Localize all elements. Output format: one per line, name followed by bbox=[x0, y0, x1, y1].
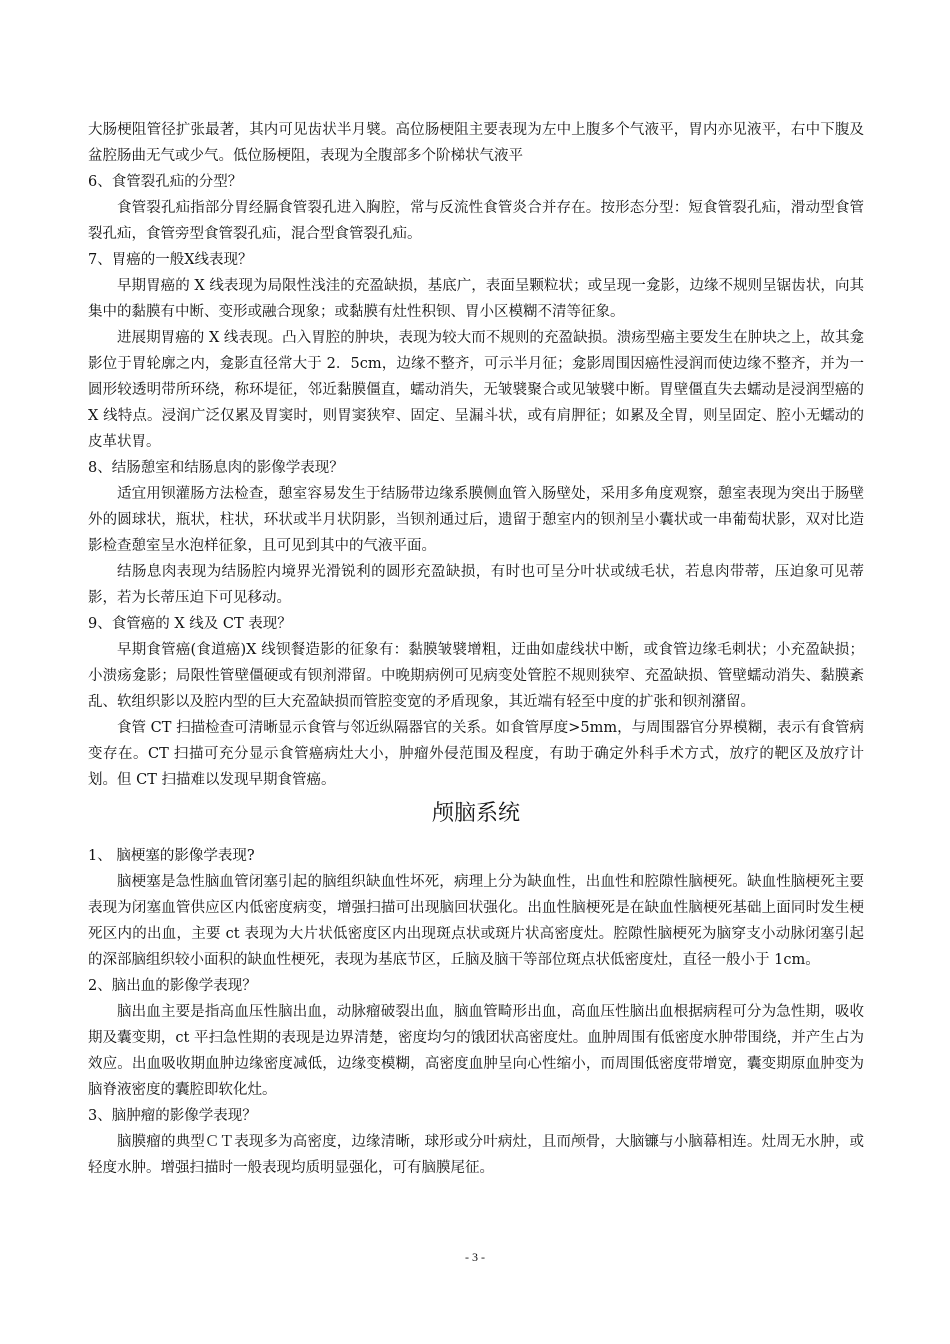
cranial-question-3-answer: 脑膜瘤的典型ＣＴ表现多为高密度，边缘清晰，球形或分叶病灶，且而颅骨，大脑镰与小脑幕相连。灶周无水肿，或轻度水肿。增强扫描时一般表现均质明显强化，可有脑膜尾征。 bbox=[88, 1134, 864, 1176]
question-8-heading: 8、结肠憩室和结肠息肉的影像学表现？ bbox=[88, 460, 344, 476]
question-7-heading: 7、胃癌的一般X线表现？ bbox=[88, 252, 253, 268]
question-6-heading: 6、食管裂孔疝的分型？ bbox=[88, 174, 243, 190]
question-8-answer-diverticulum: 适宜用钡灌肠方法检查，憩室容易发生于结肠带边缘系膜侧血管入肠壁处，采用多角度观察，憩室表现为突出于肠壁外的圆球状，瓶状，柱状，环状或半月状阴影，当钡剂通过后，遗留于憩室内的钡剂呈小囊状或一串葡萄状影，双对比造影检查憩室呈水泡样征象，且可见到其中的气液平面。 bbox=[88, 486, 864, 554]
question-7-answer-early: 早期胃癌的 X 线表现为局限性浅洼的充盈缺损，基底广，表面呈颗粒状；或呈现一龛影，边缘不规则呈锯齿状，向其集中的黏膜有中断、变形或融合现象；或黏膜有灶性积钡、胃小区模糊不清等征象。 bbox=[88, 278, 864, 320]
question-9-answer-xray: 早期食管癌(食道癌)X 线钡餐造影的征象有：黏膜皱襞增粗，迂曲如虚线状中断，或食管边缘毛刺状；小充盈缺损；小溃疡龛影；局限性管壁僵硬或有钡剂滞留。中晚期病例可见病变处管腔不规则狭窄、充盈缺损、管壁蠕动消失、黏膜紊乱、软组织影以及腔内型的巨大充盈缺损而管腔变宽的矛盾现象，其近端有轻至中度的扩张和钡剂潴留。 bbox=[88, 642, 864, 710]
section-title-cranial: 颅脑系统 bbox=[431, 801, 520, 826]
page-number: - 3 - bbox=[465, 1250, 485, 1264]
question-9-answer-ct: 食管 CT 扫描检查可清晰显示食管与邻近纵隔器官的关系。如食管厚度>5mm，与周围器官分界模糊，表示有食管病变存在。CT 扫描可充分显示食管癌病灶大小，肿瘤外侵范围及程度，有助于确定外科手术方式，放疗的靶区及放疗计划。但 CT 扫描难以发现早期食管癌。 bbox=[88, 720, 864, 788]
question-7-answer-advanced: 进展期胃癌的 X 线表现。凸入胃腔的肿块，表现为较大而不规则的充盈缺损。溃疡型癌主要发生在肿块之上，故其龛影位于胃轮廓之内，龛影直径常大于 2．5cm，边缘不整齐，可示半月征；龛影周围因癌性浸润而使边缘不整齐，并为一圆形较透明带所环绕，称环堤征，邻近黏膜僵直，蠕动消失，无皱襞聚合或见皱襞中断。胃壁僵直失去蠕动是浸润型癌的 X 线特点。浸润广泛仅累及胃窦时，则胃窦狭窄、固定、呈漏斗状，或有肩胛征；如累及全胃，则呈固定、腔小无蠕动的皮革状胃。 bbox=[88, 330, 864, 450]
cranial-question-2-heading: 2、脑出血的影像学表现？ bbox=[88, 978, 257, 994]
cranial-question-3-heading: 3、脑肿瘤的影像学表现？ bbox=[88, 1108, 257, 1124]
question-9-heading: 9、食管癌的 X 线及 CT 表现？ bbox=[88, 616, 292, 632]
cranial-question-1-answer: 脑梗塞是急性脑血管闭塞引起的脑组织缺血性坏死，病理上分为缺血性，出血性和腔隙性脑梗死。缺血性脑梗死主要表现为闭塞血管供应区内低密度病变，增强扫描可出现脑回状强化。出血性脑梗死是在缺血性脑梗死基础上面同时发生梗死区内的出血，主要 ct 表现为大片状低密度区内出现斑点状或斑片状高密度灶。腔隙性脑梗死为脑穿支小动脉闭塞引起的深部脑组织较小面积的缺血性梗死，表现为基底节区，丘脑及脑干等部位斑点状低密度灶，直径一般小于 1cm。 bbox=[88, 874, 864, 968]
question-8-answer-polyp: 结肠息肉表现为结肠腔内境界光滑锐利的圆形充盈缺损，有时也可呈分叶状或绒毛状，若息肉带蒂，压迫象可见蒂影，若为长蒂压迫下可见移动。 bbox=[88, 564, 864, 606]
intestinal-obstruction-paragraph: 大肠梗阻管径扩张最著，其内可见齿状半月襞。高位肠梗阻主要表现为左中上腹多个气液平，胃内亦见液平，右中下腹及盆腔肠曲无气或少气。低位肠梗阻，表现为全腹部多个阶梯状气液平 bbox=[88, 122, 864, 164]
question-6-answer: 食管裂孔疝指部分胃经膈食管裂孔进入胸腔，常与反流性食管炎合并存在。按形态分型：短食管裂孔疝，滑动型食管裂孔疝，食管旁型食管裂孔疝，混合型食管裂孔疝。 bbox=[88, 200, 864, 242]
cranial-question-2-answer: 脑出血主要是指高血压性脑出血，动脉瘤破裂出血，脑血管畸形出血，高血压性脑出血根据病程可分为急性期，吸收期及囊变期，ct 平扫急性期的表现是边界清楚，密度均匀的饿团状高密度灶。血肿周围有低密度水肿带围绕，并产生占为效应。出血吸收期血肿边缘密度减低，边缘变模糊，高密度血肿呈向心性缩小，而周围低密度带增宽，囊变期原血肿变为脑脊液密度的囊腔即软化灶。 bbox=[88, 1004, 864, 1098]
cranial-question-1-heading: 1、 脑梗塞的影像学表现? bbox=[88, 848, 255, 864]
page-content bbox=[88, 117, 864, 1181]
